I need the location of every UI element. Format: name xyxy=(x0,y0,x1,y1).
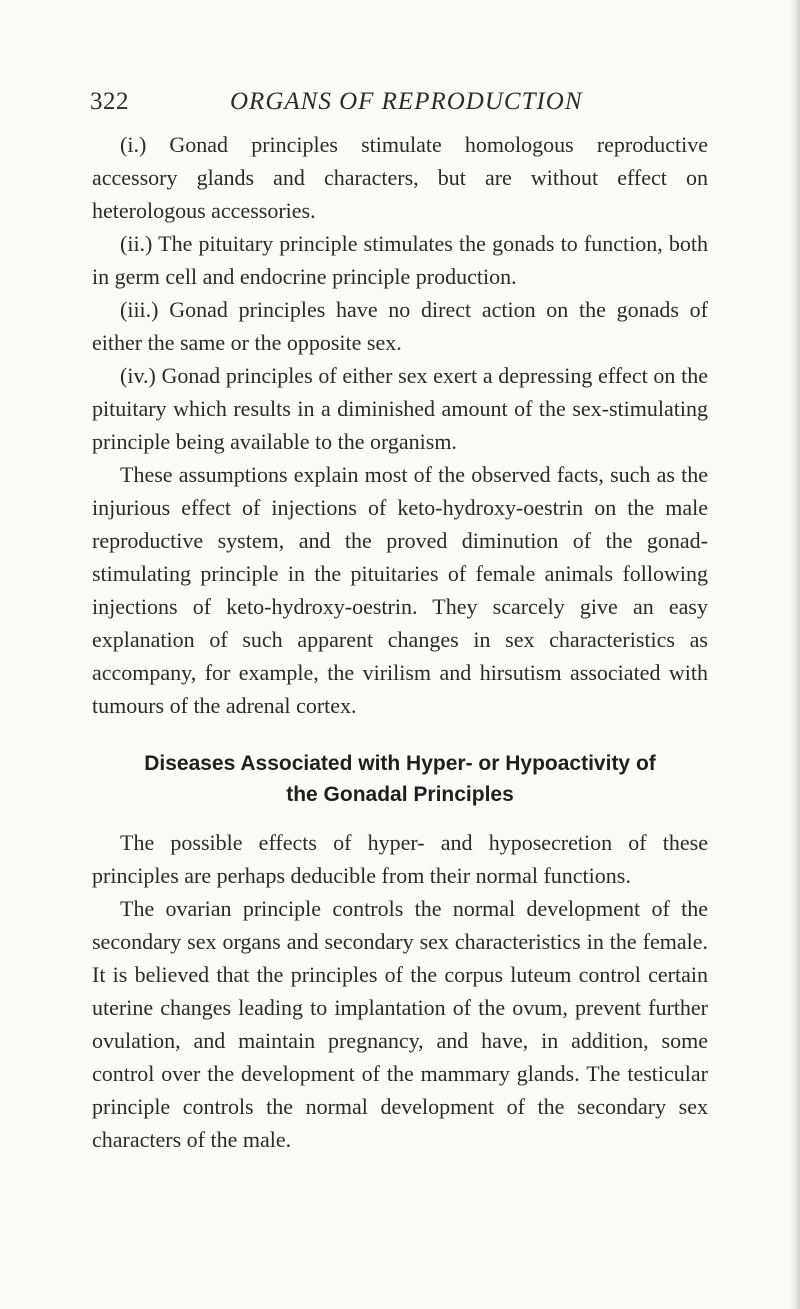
list-item-iii: (iii.) Gonad principles have no direct action on the gonads of either the same or the opposite sex. xyxy=(92,297,708,355)
book-page xyxy=(92,88,708,1156)
list-item-i: (i.) Gonad principles stimulate homologous reproductive accessory glands and characters, but are without effect on heterologous accessories. xyxy=(92,132,708,223)
list-item-ii: (ii.) The pituitary principle stimulates the gonads to function, both in germ cell and endocrine principle production. xyxy=(92,231,708,289)
paragraph-ovarian-principle: The ovarian principle controls the normal development of the secondary sex organs and secondary sex characteristics in the female. It is believed that the principles of the corpus luteum control certain uterine changes leading to implantation of the ovum, prevent further ovulation, and maintain pregnancy, and have, in addition, some control over the development of the mammary glands. The testicular principle controls the normal development of the secondary sex characters of the male. xyxy=(92,896,708,1152)
section-heading-line-1: Diseases Associated with Hyper- or Hypoactivity of xyxy=(144,752,656,775)
page-number: 322 xyxy=(90,88,129,115)
list-item-iv: (iv.) Gonad principles of either sex exert a depressing effect on the pituitary which results in a diminished amount of the sex-stimulating principle being available to the organism. xyxy=(92,363,708,454)
running-head: ORGANS OF REPRODUCTION xyxy=(230,88,583,115)
page-header xyxy=(92,88,708,122)
paragraph-possible-effects: The possible effects of hyper- and hyposecretion of these principles are perhaps deducible from their normal functions. xyxy=(92,830,708,888)
section-heading-line-2: the Gonadal Principles xyxy=(286,783,514,806)
paragraph-assumptions: These assumptions explain most of the observed facts, such as the injurious effect of injections of keto-hydroxy-oestrin on the male reproductive system, and the proved diminution of the gonad-stimulating principle in the pituitaries of female animals following injections of keto-hydroxy-oestrin. They scarcely give an easy explanation of such apparent changes in sex characteristics as accompany, for example, the virilism and hirsutism associated with tumours of the adrenal cortex. xyxy=(92,462,708,718)
section-heading xyxy=(92,748,708,810)
page-edge-shadow xyxy=(790,0,800,1309)
